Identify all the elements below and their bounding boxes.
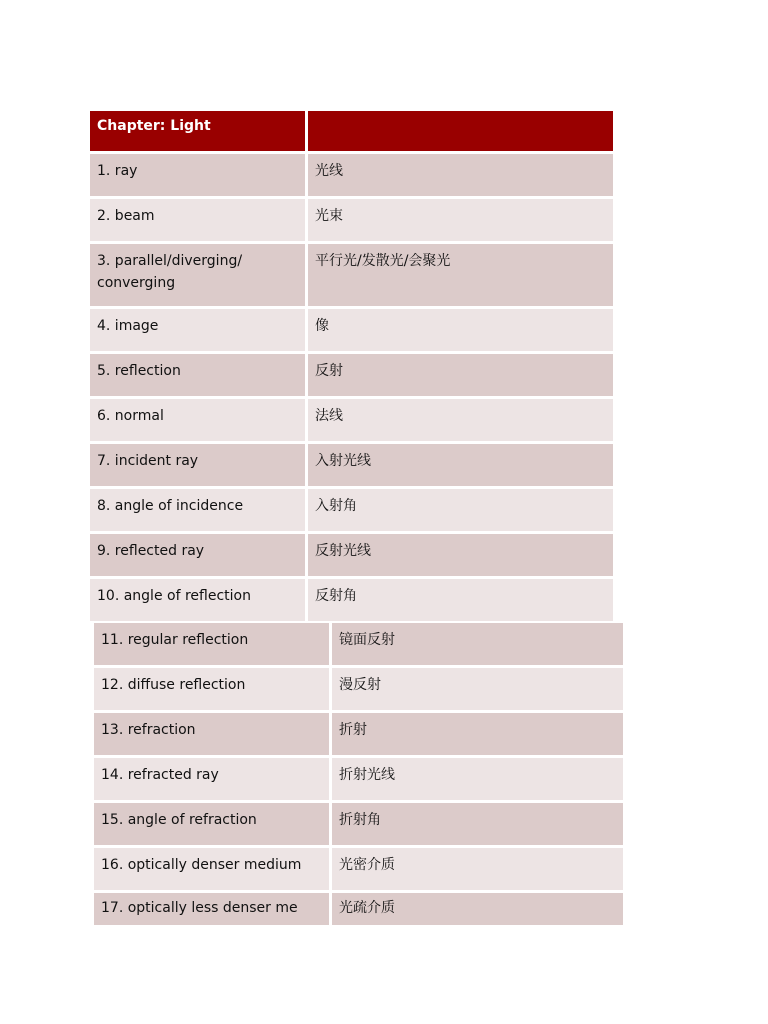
table-row <box>94 758 623 800</box>
term-english: 10. angle of reflection <box>90 579 305 621</box>
term-chinese: 折射光线 <box>332 758 623 800</box>
term-english: 16. optically denser medium <box>94 848 329 890</box>
term-chinese: 光线 <box>308 154 613 196</box>
table-header-row <box>90 111 613 151</box>
table-row <box>94 668 623 710</box>
table-row <box>94 713 623 755</box>
table-row <box>90 244 613 306</box>
term-chinese: 反射光线 <box>308 534 613 576</box>
term-english: 17. optically less denser me <box>94 893 329 925</box>
table-row <box>90 309 613 351</box>
term-english: 13. refraction <box>94 713 329 755</box>
term-english: 3. parallel/diverging/ converging <box>90 244 305 306</box>
vocabulary-table-2 <box>91 620 626 928</box>
term-english: 4. image <box>90 309 305 351</box>
table-row <box>94 848 623 890</box>
term-chinese: 镜面反射 <box>332 623 623 665</box>
term-chinese: 光束 <box>308 199 613 241</box>
term-chinese: 光密介质 <box>332 848 623 890</box>
table-row <box>90 199 613 241</box>
table-row <box>90 579 613 621</box>
term-chinese: 反射角 <box>308 579 613 621</box>
term-chinese: 平行光/发散光/会聚光 <box>308 244 613 306</box>
term-english: 9. reflected ray <box>90 534 305 576</box>
header-empty-cell <box>308 111 613 151</box>
term-english: 2. beam <box>90 199 305 241</box>
table-row <box>90 489 613 531</box>
table-row <box>90 444 613 486</box>
table-row <box>90 534 613 576</box>
term-english: 6. normal <box>90 399 305 441</box>
term-english: 14. refracted ray <box>94 758 329 800</box>
term-chinese: 法线 <box>308 399 613 441</box>
term-english: 7. incident ray <box>90 444 305 486</box>
table-row <box>90 154 613 196</box>
term-chinese: 折射 <box>332 713 623 755</box>
term-chinese: 折射角 <box>332 803 623 845</box>
term-english: 5. reflection <box>90 354 305 396</box>
term-english: 1. ray <box>90 154 305 196</box>
term-chinese: 光疏介质 <box>332 893 623 925</box>
table-row <box>94 893 623 925</box>
term-chinese: 漫反射 <box>332 668 623 710</box>
term-english: 11. regular reflection <box>94 623 329 665</box>
term-chinese: 反射 <box>308 354 613 396</box>
term-chinese: 入射角 <box>308 489 613 531</box>
table-row <box>94 623 623 665</box>
table-row <box>90 399 613 441</box>
term-chinese: 入射光线 <box>308 444 613 486</box>
term-english: 15. angle of refraction <box>94 803 329 845</box>
term-english: 8. angle of incidence <box>90 489 305 531</box>
table-row <box>94 803 623 845</box>
chapter-title: Chapter: Light <box>90 111 305 151</box>
table-row <box>90 354 613 396</box>
vocabulary-table-1 <box>87 108 616 624</box>
term-chinese: 像 <box>308 309 613 351</box>
term-english: 12. diffuse reflection <box>94 668 329 710</box>
